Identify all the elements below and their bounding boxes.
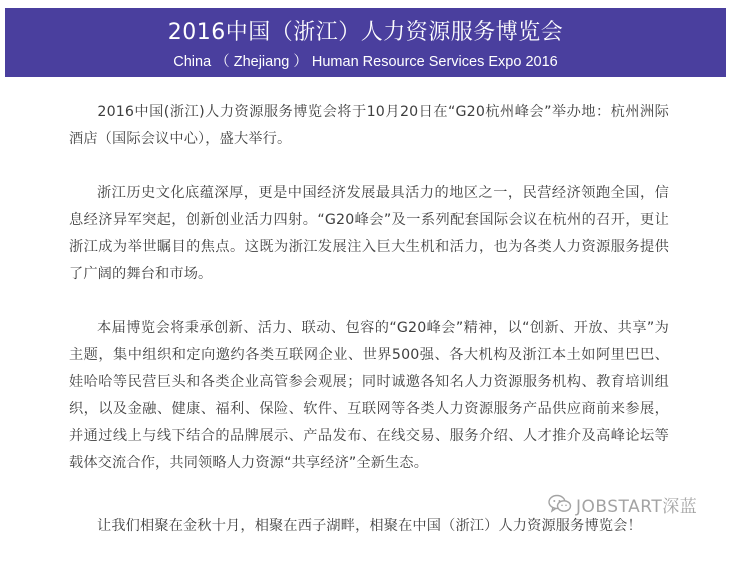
watermark-text: JOBSTART深蓝 — [576, 496, 698, 517]
banner-title: 2016中国（浙江）人力资源服务博览会 — [167, 20, 564, 45]
wechat-icon — [548, 494, 572, 514]
banner-subtitle: China （ Zhejiang ） Human Resource Services Expo 2016 — [173, 54, 558, 70]
paragraph-zhejiang: 浙江历史文化底蕴深厚，更是中国经济发展最具活力的地区之一，民营经济领跑全国，信息经济异军突起，创新创业活力四射。“G20峰会”及一系列配套国际会议在杭州的召开，更让浙江成为举世瞩目的焦点。这既为浙江发展注入巨大生机和活力，也为各类人力资源服务提供了广阔的舞台和市场。 — [69, 185, 669, 282]
header-banner — [5, 8, 726, 77]
paragraph-expo-theme: 本届博览会将秉承创新、活力、联动、包容的“G20峰会”精神，以“创新、开放、共享”为主题，集中组织和定向邀约各类互联网企业、世界500强、各大机构及浙江本土如阿里巴巴、娃哈哈等民营巨头和各类企业高管参会观展；同时诚邀各知名人力资源服务机构、教育培训组织，以及金融、健康、福利、保险、软件、互联网等各类人力资源服务产品供应商前来参展，并通过线上与线下结合的品牌展示、产品发布、在线交易、服务介绍、人才推介及高峰论坛等载体交流合作，共同领略人力资源“共享经济”全新生态。 — [69, 320, 669, 471]
paragraph-invitation: 让我们相聚在金秋十月，相聚在西子湖畔，相聚在中国（浙江）人力资源服务博览会！ — [97, 518, 642, 534]
paragraph-intro: 2016中国(浙江)人力资源服务博览会将于10月20日在“G20杭州峰会”举办地：杭州洲际酒店（国际会议中心），盛大举行。 — [69, 104, 669, 147]
watermark — [548, 491, 697, 517]
